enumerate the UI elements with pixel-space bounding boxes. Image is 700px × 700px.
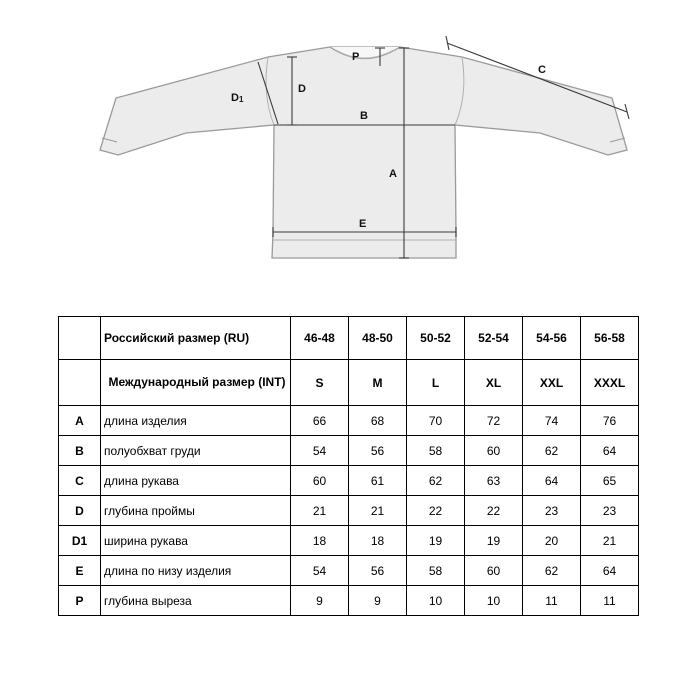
- int-size: XL: [465, 360, 523, 406]
- empty-code-cell: [59, 360, 101, 406]
- int-size-header: Международный размер (INT): [101, 360, 291, 406]
- measurement-value: 64: [581, 436, 639, 466]
- ru-size-row: [59, 317, 639, 360]
- measurement-value: 63: [465, 466, 523, 496]
- measurement-code: B: [59, 436, 101, 466]
- label-d: D: [298, 83, 306, 95]
- measurement-row: [59, 556, 639, 586]
- measurement-row: [59, 496, 639, 526]
- measurement-value: 64: [581, 556, 639, 586]
- measurement-name: глубина проймы: [101, 496, 291, 526]
- int-size: S: [291, 360, 349, 406]
- int-size: XXL: [523, 360, 581, 406]
- label-b: B: [360, 110, 368, 122]
- measurement-value: 60: [465, 556, 523, 586]
- measurement-value: 61: [349, 466, 407, 496]
- measurement-value: 56: [349, 556, 407, 586]
- measurement-name: глубина выреза: [101, 586, 291, 616]
- measurement-value: 9: [349, 586, 407, 616]
- ru-size-header: Российский размер (RU): [101, 317, 291, 360]
- measurement-value: 72: [465, 406, 523, 436]
- label-a: A: [389, 168, 397, 180]
- measurement-value: 9: [291, 586, 349, 616]
- measurement-value: 11: [581, 586, 639, 616]
- measurement-value: 19: [465, 526, 523, 556]
- measurement-value: 22: [465, 496, 523, 526]
- ru-size: 50-52: [407, 317, 465, 360]
- measurement-value: 23: [523, 496, 581, 526]
- measurement-name: ширина рукава: [101, 526, 291, 556]
- measurement-row: [59, 466, 639, 496]
- measurement-code: P: [59, 586, 101, 616]
- measurement-name: длина по низу изделия: [101, 556, 291, 586]
- label-c: C: [538, 64, 546, 76]
- measurement-value: 21: [581, 526, 639, 556]
- measurement-value: 62: [523, 556, 581, 586]
- measurement-row: [59, 406, 639, 436]
- measurement-value: 60: [465, 436, 523, 466]
- measurement-value: 19: [407, 526, 465, 556]
- measurement-value: 70: [407, 406, 465, 436]
- measurement-value: 20: [523, 526, 581, 556]
- label-d1: $D_1$: [231, 92, 244, 104]
- measurement-value: 11: [523, 586, 581, 616]
- ru-size: 54-56: [523, 317, 581, 360]
- measurement-code: D: [59, 496, 101, 526]
- size-chart-table: [58, 316, 639, 616]
- garment-diagram: [0, 0, 700, 280]
- int-size: L: [407, 360, 465, 406]
- measurement-value: 58: [407, 556, 465, 586]
- int-size-row: [59, 360, 639, 406]
- ru-size: 56-58: [581, 317, 639, 360]
- measurement-value: 65: [581, 466, 639, 496]
- measurement-name: длина изделия: [101, 406, 291, 436]
- label-p: P: [352, 51, 360, 63]
- ru-size: 46-48: [291, 317, 349, 360]
- int-size: XXXL: [581, 360, 639, 406]
- ru-size: 48-50: [349, 317, 407, 360]
- measurement-value: 54: [291, 556, 349, 586]
- measurement-value: 18: [349, 526, 407, 556]
- measurement-row: [59, 586, 639, 616]
- measurement-value: 58: [407, 436, 465, 466]
- measurement-code: C: [59, 466, 101, 496]
- measurement-value: 54: [291, 436, 349, 466]
- sweater-illustration: [0, 0, 700, 280]
- measurement-row: [59, 526, 639, 556]
- measurement-value: 68: [349, 406, 407, 436]
- measurement-value: 10: [407, 586, 465, 616]
- measurement-name: полуобхват груди: [101, 436, 291, 466]
- measurement-value: 64: [523, 466, 581, 496]
- int-size: M: [349, 360, 407, 406]
- measurement-value: 62: [523, 436, 581, 466]
- label-e: E: [359, 218, 367, 230]
- measurement-value: 23: [581, 496, 639, 526]
- measurement-value: 18: [291, 526, 349, 556]
- measurement-value: 10: [465, 586, 523, 616]
- measurement-value: 60: [291, 466, 349, 496]
- measurement-code: A: [59, 406, 101, 436]
- measurement-value: 22: [407, 496, 465, 526]
- measurement-value: 62: [407, 466, 465, 496]
- measurement-value: 21: [291, 496, 349, 526]
- empty-corner-cell: [59, 317, 101, 360]
- measurement-name: длина рукава: [101, 466, 291, 496]
- measurement-code: D1: [59, 526, 101, 556]
- measurement-code: E: [59, 556, 101, 586]
- measurement-value: 21: [349, 496, 407, 526]
- measurement-row: [59, 436, 639, 466]
- measurement-value: 56: [349, 436, 407, 466]
- measurement-value: 66: [291, 406, 349, 436]
- measurement-value: 76: [581, 406, 639, 436]
- measurement-value: 74: [523, 406, 581, 436]
- ru-size: 52-54: [465, 317, 523, 360]
